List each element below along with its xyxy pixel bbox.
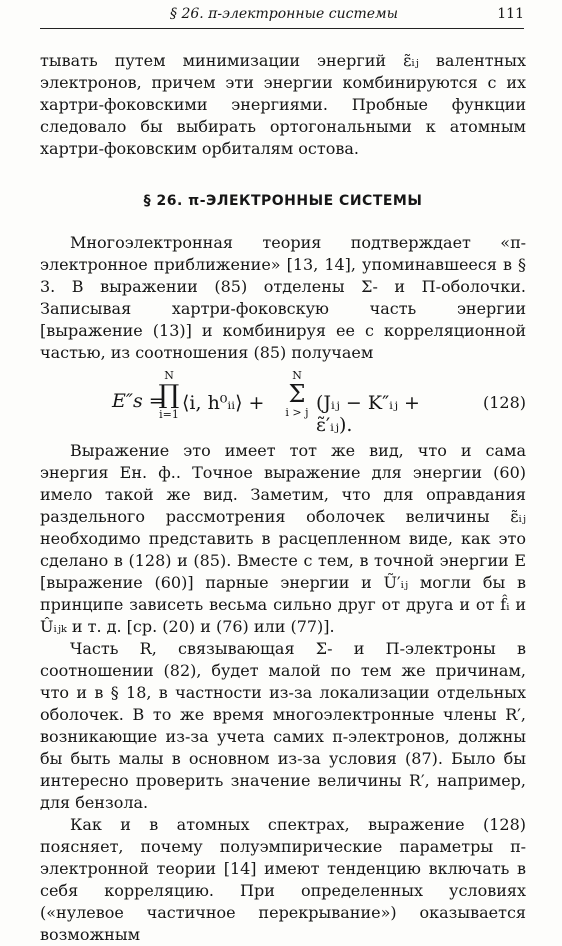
equation-expression xyxy=(112,370,462,434)
paragraph-form: Выражение это имеет тот же вид, что и сама энергия Eн. ф.. Точное выражение для энергии (60) имело такой же вид. Заметим, что для оправдания раздельного рассмотрения оболочек величины ε̃ᵢⱼ необходимо представить в расцепленном виде, как это сделано в (128) и (85). Вместе с тем, в точной энергии E [выражение (60)] парные энергии и Ũ′ᵢⱼ могли бы в принципе зависеть весьма сильно друг от друга и от f̂ᵢ и Ûᵢⱼₖ и т. д. [ср. (20) и (76) или (77)]. xyxy=(40,441,526,636)
equation-number: (128) xyxy=(482,393,526,412)
sum-lower-limit: i > j xyxy=(285,406,309,419)
section-heading: § 26. π-ЭЛЕКТРОННЫЕ СИСТЕМЫ xyxy=(143,193,423,209)
product-upper-limit: N xyxy=(164,369,174,382)
sum-operator xyxy=(282,370,312,418)
equation-term-1: ⟨i, h⁰ᵢᵢ⟩ + xyxy=(182,392,265,414)
running-title: § 26. π-электронные системы xyxy=(170,6,399,22)
paragraph-intro: Многоэлектронная теория подтверждает «π-электронное приближение» [13, 14], упоминавшееся в § 3. В выражении (85) отделены Σ- и Π-оболочки. Записывая хартри-фоковскую часть энергии [выражение (13)] и комбинируя ее с корреляционной частью, из соотношения (85) получаем xyxy=(40,233,526,362)
product-operator xyxy=(158,370,180,420)
header-rule xyxy=(40,28,524,29)
running-head xyxy=(40,4,524,26)
product-lower-limit: i=1 xyxy=(159,408,179,421)
equation-lhs: E″s = xyxy=(112,390,165,412)
equation-128 xyxy=(40,370,526,434)
sum-symbol: Σ xyxy=(288,380,306,408)
page-body xyxy=(40,50,526,946)
page-number: 111 xyxy=(497,6,524,22)
paragraph-part-r: Часть R, связывающая Σ- и Π-электроны в соотношении (82), будет малой по тем же причинам, что и в § 18, в частности из-за локализации отдельных оболочек. В то же время многоэлектронные члены R′, возникающие из-за учета самих π-электронов, должны бы быть малы в основном из-за условия (87). Было бы интересно проверить значение величины R′, например, для бензола. xyxy=(40,639,526,812)
equation-term-2: (Jᵢⱼ − K″ᵢⱼ + ε̃′ᵢⱼ). xyxy=(316,392,420,436)
continued-paragraph: тывать путем минимизации энергий ε̃ᵢⱼ валентных электронов, причем эти энергии комбинируются с их хартри-фоковскими энергиями. Пробные функции следовало бы выбирать ортогональными к атомным хартри-фоковским орбиталям остова. xyxy=(40,51,526,158)
paragraph-spectra: Как и в атомных спектрах, выражение (128) поясняет, почему полуэмпирические параметры π-электронной теории [14] имеют тенденцию включать в себя корреляцию. При определенных условиях («нулевое частичное перекрывание») оказывается возможным xyxy=(40,815,526,944)
product-symbol: ∏ xyxy=(158,380,180,410)
sum-upper-limit: N xyxy=(292,369,302,382)
